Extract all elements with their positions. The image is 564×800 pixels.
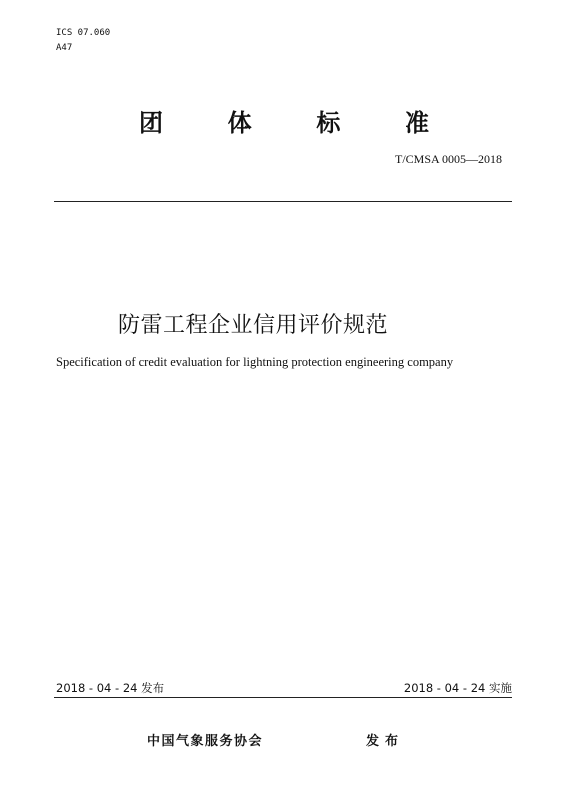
standard-type-char: 标 xyxy=(316,109,341,137)
chinese-title: 防雷工程企业信用评价规范 xyxy=(118,313,389,338)
standard-type-heading xyxy=(139,108,429,138)
standard-type-char: 体 xyxy=(227,109,252,137)
ics-code: ICS 07.060 xyxy=(56,28,111,38)
classification-code: A47 xyxy=(56,43,73,53)
english-title: Specification of credit evaluation for lightning protection engineering company xyxy=(56,355,454,369)
standard-type-char: 团 xyxy=(139,109,163,137)
bottom-divider xyxy=(54,697,512,698)
standard-type-char: 准 xyxy=(404,109,429,137)
issue-label: 发布 xyxy=(366,734,405,749)
issuing-organization: 中国气象服务协会 xyxy=(147,734,264,749)
publish-date: 2018 - 04 - 24 发布 xyxy=(56,681,165,695)
standard-number: T/CMSA 0005—2018 xyxy=(394,152,502,166)
implement-date: 2018 - 04 - 24 实施 xyxy=(403,681,512,695)
top-divider xyxy=(54,201,512,202)
